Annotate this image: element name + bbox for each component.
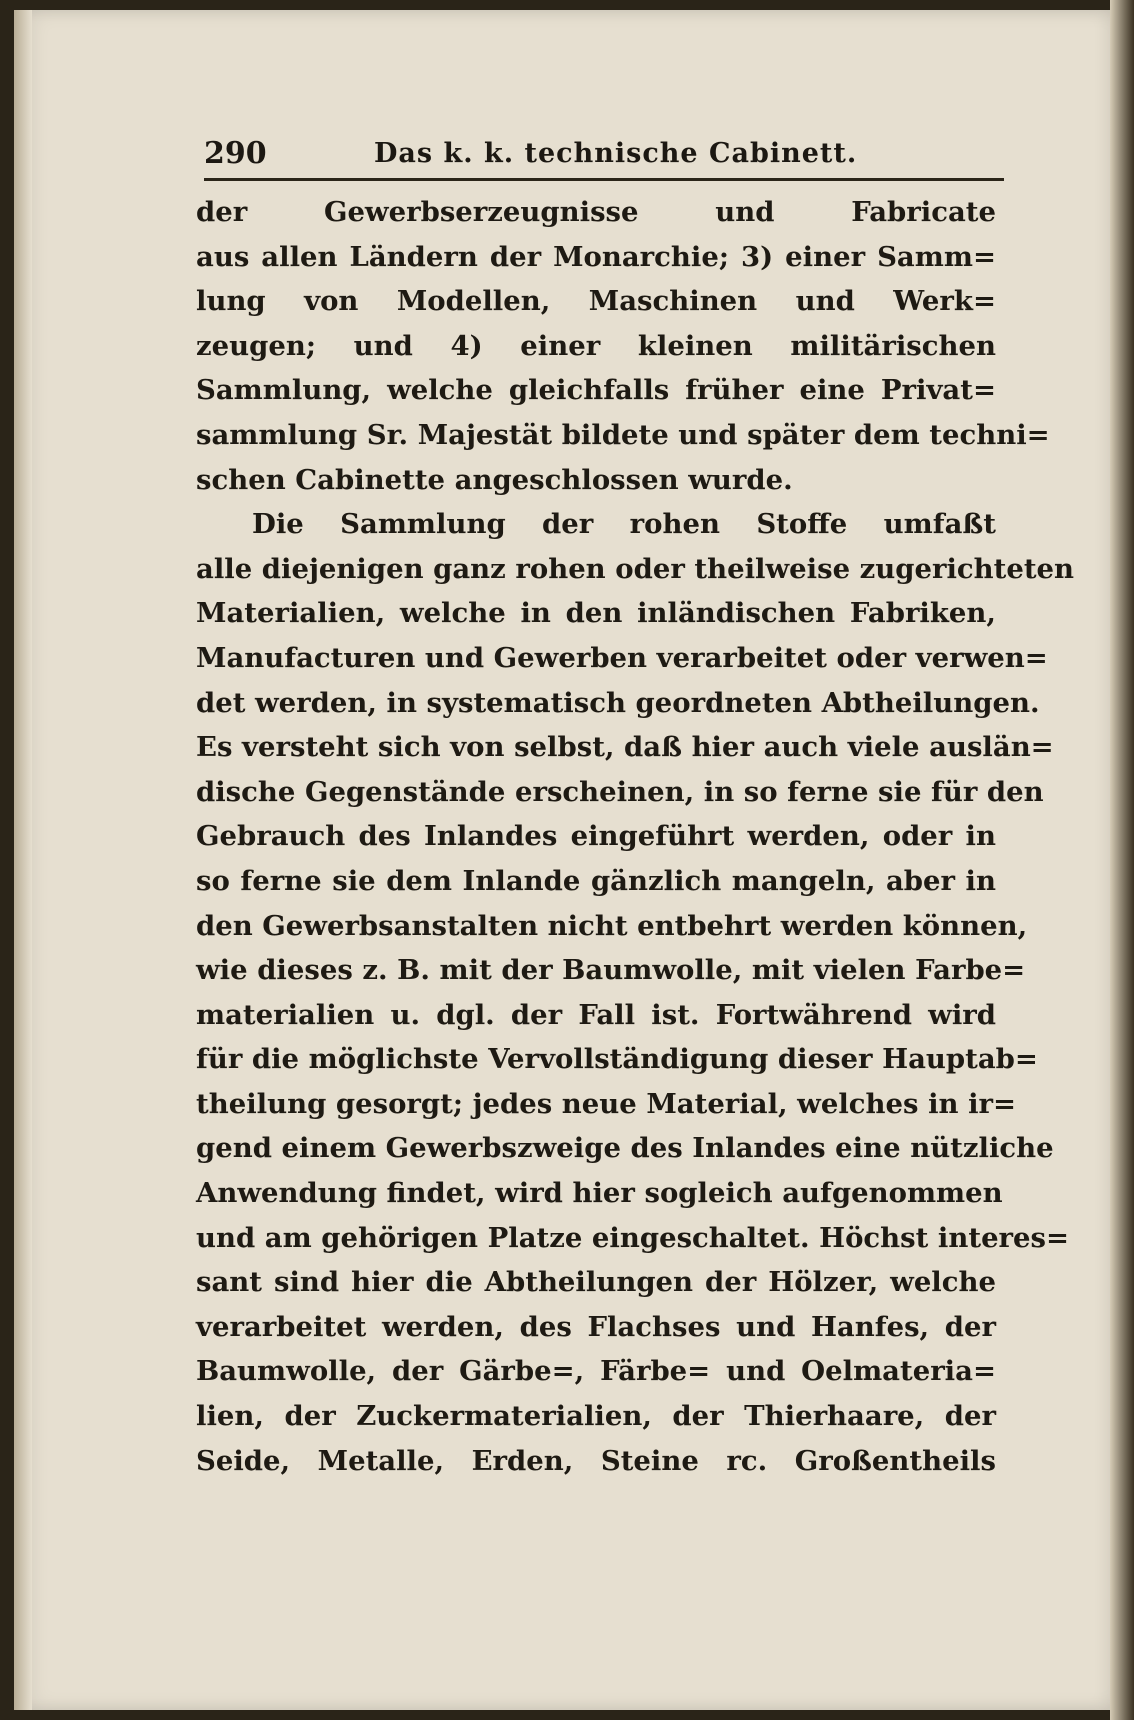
book-gutter	[14, 10, 32, 1710]
text-line: zeugen; und 4) einer kleinen militärischen	[196, 329, 996, 362]
text-line: so ferne sie dem Inlande gänzlich mangeln, aber in	[196, 864, 996, 897]
text-line: Seide, Metalle, Erden, Steine rc. Großentheils	[196, 1444, 996, 1477]
text-line: dische Gegenstände erscheinen, in so ferne sie für den	[196, 775, 1044, 808]
text-line: gend einem Gewerbszweige des Inlandes eine nützliche	[196, 1132, 1054, 1165]
text-line: Die Sammlung der rohen Stoffe umfaßt	[252, 508, 996, 541]
page-number: 290	[204, 136, 267, 171]
text-line: sammlung Sr. Majestät bildete und später dem techni=	[196, 418, 1050, 451]
text-line: Sammlung, welche gleichfalls früher eine Privat=	[196, 374, 996, 407]
text-line: lung von Modellen, Maschinen und Werk=	[196, 285, 996, 318]
text-line: Materialien, welche in den inländischen Fabriken,	[196, 597, 996, 630]
text-line: verarbeitet werden, des Flachses und Hanfes, der	[196, 1310, 996, 1343]
text-line: Es versteht sich von selbst, daß hier auch viele auslän=	[196, 731, 1054, 764]
text-line: alle diejenigen ganz rohen oder theilweise zugerichteten	[196, 552, 1075, 585]
text-line: wie dieses z. B. mit der Baumwolle, mit vielen Farbe=	[196, 954, 1026, 987]
text-line: Anwendung findet, wird hier sogleich aufgenommen	[196, 1177, 1003, 1210]
text-line: schen Cabinette angeschlossen wurde.	[196, 463, 793, 496]
page-header	[204, 136, 994, 176]
text-line: materialien u. dgl. der Fall ist. Fortwährend wird	[196, 998, 996, 1031]
running-head: Das k. k. technische Cabinett.	[374, 138, 858, 169]
text-line: Baumwolle, der Gärbe=, Färbe= und Oelmateria=	[196, 1355, 996, 1388]
header-rule	[204, 178, 1004, 181]
text-line: Gebrauch des Inlandes eingeführt werden, oder in	[196, 820, 996, 853]
text-line: det werden, in systematisch geordneten Abtheilungen.	[196, 686, 1040, 719]
text-line: den Gewerbsanstalten nicht entbehrt werden können,	[196, 909, 1028, 942]
text-line: Manufacturen und Gewerben verarbeitet oder verwen=	[196, 641, 1048, 674]
text-line: theilung gesorgt; jedes neue Material, welches in ir=	[196, 1087, 1017, 1120]
text-line: sant sind hier die Abtheilungen der Hölzer, welche	[196, 1266, 996, 1299]
page-edge-shadow	[1110, 0, 1134, 1720]
text-line: der Gewerbserzeugnisse und Fabricate	[196, 196, 996, 228]
text-line: für die möglichste Vervollständigung dieser Hauptab=	[196, 1043, 1038, 1076]
text-line: aus allen Ländern der Monarchie; 3) einer Samm=	[196, 240, 996, 273]
text-line: lien, der Zuckermaterialien, der Thierhaare, der	[196, 1400, 996, 1433]
text-line: und am gehörigen Platze eingeschaltet. Höchst interes=	[196, 1221, 1070, 1254]
body-text	[196, 190, 1075, 1483]
